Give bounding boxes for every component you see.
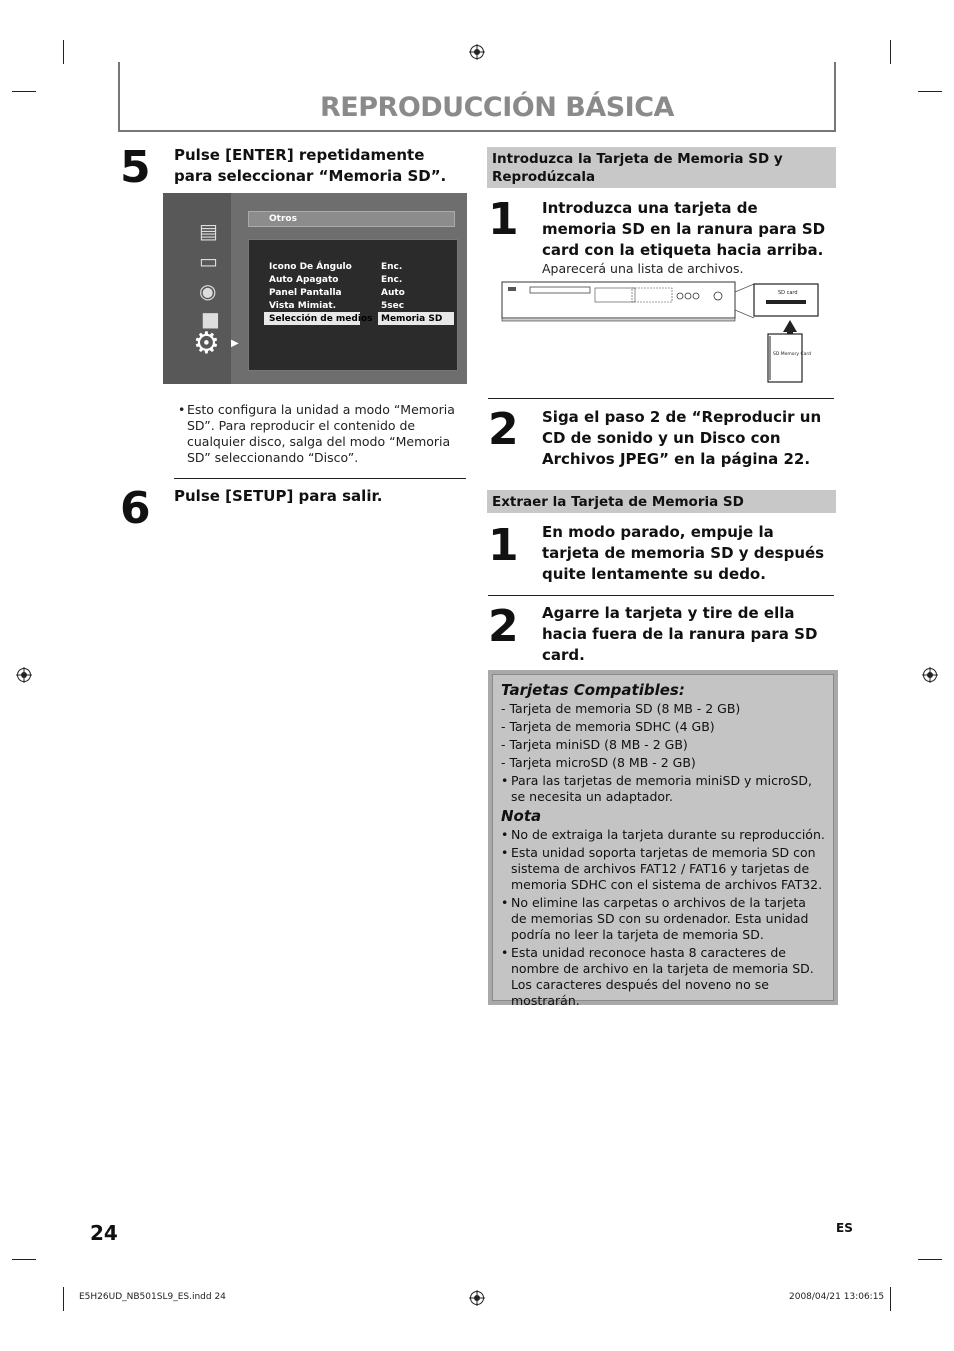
nota-bullet: • No de extraiga la tarjeta durante su reproducción. xyxy=(501,827,825,843)
section-heading-insert: Introduzca la Tarjeta de Memoria SD y Reprodúzcala xyxy=(487,147,836,188)
menu-row-value: Auto xyxy=(381,288,405,298)
compat-item: - Tarjeta microSD (8 MB - 2 GB) xyxy=(501,755,696,770)
note-box-inner xyxy=(492,674,834,1008)
crop-mark xyxy=(890,40,891,64)
player-illustration xyxy=(500,280,825,385)
disc-settings-icon: ▤ xyxy=(199,219,218,243)
crop-mark xyxy=(918,91,942,92)
menu-row-label: Panel Pantalla xyxy=(269,288,342,298)
divider xyxy=(488,398,834,399)
nota-bullet: • No elimine las carpetas o archivos de la tarjeta de memorias SD con su ordenador. Esta unidad podría no leer la tarjeta de memoria SD. xyxy=(501,895,825,943)
crop-mark xyxy=(12,91,36,92)
compat-item: - Tarjeta de memoria SDHC (4 GB) xyxy=(501,719,715,734)
note-box xyxy=(488,670,838,1008)
menu-heading: Otros xyxy=(248,211,455,227)
menu-row-label: Auto Apagato xyxy=(269,275,339,285)
crop-mark xyxy=(63,1287,64,1311)
bullet-marker: • xyxy=(178,402,186,417)
arrow-right-icon: ▶ xyxy=(231,338,239,349)
divider xyxy=(174,478,466,479)
divider xyxy=(488,595,834,596)
menu-row-label: Selección de medios xyxy=(269,314,373,324)
menu-row-value: Enc. xyxy=(381,275,403,285)
step-number: 5 xyxy=(120,142,151,193)
menu-row-value: Memoria SD xyxy=(381,314,443,324)
menu-row-value: Enc. xyxy=(381,262,403,272)
registration-mark-icon xyxy=(469,1290,485,1306)
crop-mark xyxy=(12,1259,36,1260)
eject-step-1-text: En modo parado, empuje la tarjeta de memoria SD y después quite lentamente su dedo. xyxy=(542,523,825,583)
sd-card-label: SD Memory Card xyxy=(773,352,812,357)
step-number: 1 xyxy=(488,194,519,245)
step-number: 2 xyxy=(488,601,519,652)
insert-step-1-sub: Aparecerá una lista de archivos. xyxy=(542,261,744,276)
nota-bullet: • Esta unidad soporta tarjetas de memoria SD con sistema de archivos FAT12 / FAT16 y tarjetas de memoria SDHC con el sistema de archivos FAT32. xyxy=(501,845,825,893)
compat-title: Tarjetas Compatibles: xyxy=(501,681,685,699)
sd-slot-label: SD card xyxy=(778,290,798,296)
step-5-text: Pulse [ENTER] repetidamente para seleccionar “Memoria SD”. xyxy=(174,146,447,185)
crop-mark xyxy=(890,1287,891,1311)
menu-row-label: Vista Mimiat. xyxy=(269,301,337,311)
step-number: 1 xyxy=(488,520,519,571)
menu-row-label: Icono De Ángulo xyxy=(269,262,352,272)
print-date: 2008/04/21 13:06:15 xyxy=(789,1292,885,1302)
file-name: E5H26UD_NB501SL9_ES.indd 24 xyxy=(79,1292,226,1302)
step-number: 6 xyxy=(120,483,151,534)
registration-mark-icon xyxy=(469,44,485,60)
crop-mark xyxy=(63,40,64,64)
compat-bullet: • Para las tarjetas de memoria miniSD y microSD, se necesita un adaptador. xyxy=(501,773,825,805)
nota-title: Nota xyxy=(501,807,542,825)
audio-icon: ◉ xyxy=(199,279,217,303)
step-number: 2 xyxy=(488,404,519,455)
insert-step-2-text: Siga el paso 2 de “Reproducir un CD de sonido y un Disco con Archivos JPEG” en la página 22. xyxy=(542,408,822,468)
menu-row-value: 5sec xyxy=(381,301,405,311)
language-code: ES xyxy=(836,1221,853,1235)
registration-mark-icon xyxy=(922,667,938,683)
registration-mark-icon xyxy=(16,667,32,683)
eject-step-2-text: Agarre la tarjeta y tire de ella hacia fuera de la ranura para SD card. xyxy=(542,604,818,664)
section-heading-eject: Extraer la Tarjeta de Memoria SD xyxy=(487,490,836,513)
display-icon: ▭ xyxy=(199,249,218,273)
gear-icon: ⚙ xyxy=(193,326,220,361)
compat-item: - Tarjeta de memoria SD (8 MB - 2 GB) xyxy=(501,701,741,716)
insert-step-1-text: Introduzca una tarjeta de memoria SD en la ranura para SD card con la etiqueta hacia arriba. xyxy=(542,199,826,259)
lock-icon: ■ xyxy=(201,307,220,331)
nota-bullet: • Esta unidad reconoce hasta 8 caracteres de nombre de archivo en la tarjeta de memoria SD. Los caracteres después del noveno no se mostrarán. xyxy=(501,945,825,1009)
step-6-text: Pulse [SETUP] para salir. xyxy=(174,487,383,505)
setup-menu-screenshot xyxy=(163,193,467,384)
page-title: REPRODUCCIÓN BÁSICA xyxy=(320,92,674,123)
crop-mark xyxy=(918,1259,942,1260)
page-number: 24 xyxy=(90,1221,118,1245)
compat-item: - Tarjeta miniSD (8 MB - 2 GB) xyxy=(501,737,688,752)
step-5-note: Esto configura la unidad a modo “Memoria SD”. Para reproducir el contenido de cualquier disco, salga del modo “Memoria SD” seleccionando “Disco”. xyxy=(187,402,455,465)
